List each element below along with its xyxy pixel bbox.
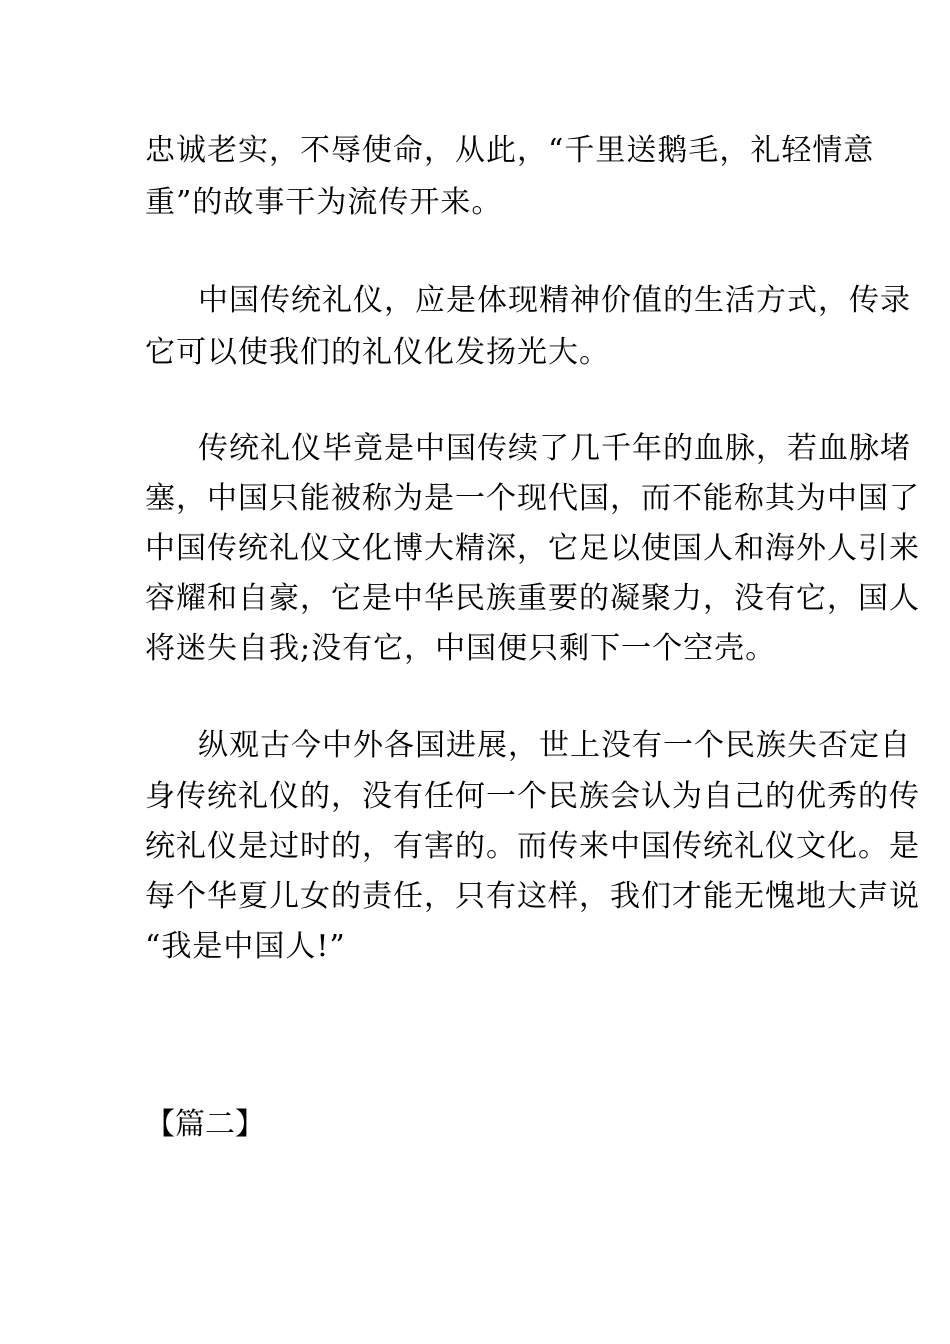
paragraph-3-line-2: 塞，中国只能被称为是一个现代国，而不能称其为中国了 [145, 481, 920, 516]
paragraph-4-line-3: 统礼仪是过时的，有害的。而传来中国传统礼仪文化。是 [145, 829, 920, 864]
paragraph-4-line-2: 身传统礼仪的，没有任何一个民族会认为自己的优秀的传 [145, 779, 920, 814]
section-heading: 【篇二】 [145, 1107, 265, 1142]
paragraph-4-line-4: 每个华夏儿女的责任，只有这样，我们才能无愧地大声说 [145, 879, 920, 914]
paragraph-3-line-1: 传统礼仪毕竟是中国传续了几千年的血脉，若血脉堵 [198, 431, 911, 466]
paragraph-2-line-1: 中国传统礼仪，应是体现精神价值的生活方式，传录 [198, 283, 911, 318]
paragraph-3-line-3: 中国传统礼仪文化博大精深，它足以使国人和海外人引来 [145, 531, 920, 566]
paragraph-3-line-5: 将迷失自我;没有它，中国便只剩下一个空壳。 [145, 631, 777, 666]
paragraph-1-line-2: 重”的故事干为流传开来。 [145, 185, 503, 220]
paragraph-3-line-4: 容耀和自豪，它是中华民族重要的凝聚力，没有它，国人 [145, 581, 920, 616]
paragraph-2-line-2: 它可以使我们的礼仪化发扬光大。 [145, 335, 610, 370]
paragraph-4-line-1: 纵观古今中外各国进展，世上没有一个民族失否定自 [198, 728, 911, 763]
paragraph-4-line-5: “我是中国人!” [145, 929, 346, 964]
paragraph-1-line-1: 忠诚老实，不辱使命，从此，“千里送鹅毛，礼轻情意 [145, 133, 875, 168]
